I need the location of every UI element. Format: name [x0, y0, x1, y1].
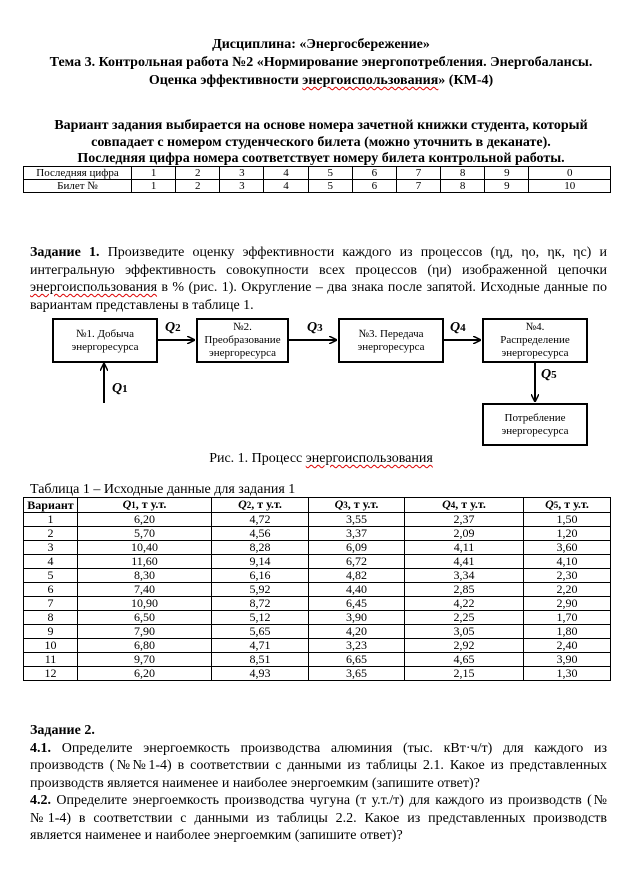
- instruction-line: совпадает с номером студенческого билета (можно уточнить в деканате).: [91, 134, 551, 150]
- table-row: [24, 526, 611, 540]
- table-cell: 4,41: [405, 554, 524, 568]
- table-cell: 3,23: [309, 638, 405, 652]
- box-label: энергоресурса: [357, 340, 425, 353]
- table-cell: 10,90: [78, 596, 212, 610]
- table-cell: 3,05: [405, 624, 524, 638]
- table-cell: 7: [396, 167, 440, 180]
- box-label: №3. Передача: [358, 327, 424, 340]
- box-label: энергоресурса: [208, 347, 277, 359]
- table-cell: 7,40: [78, 582, 212, 596]
- column-header: Q5, т у.т.: [524, 498, 611, 513]
- table-cell: 6: [24, 582, 78, 596]
- box-label: №1. Добыча: [76, 327, 134, 340]
- table-row: [24, 652, 611, 666]
- table-cell: 6,16: [212, 568, 309, 582]
- table-cell: 2,92: [405, 638, 524, 652]
- table-row: [24, 596, 611, 610]
- table-row: [24, 638, 611, 652]
- table-cell: 1,50: [524, 512, 611, 526]
- table-cell: 6,50: [78, 610, 212, 624]
- spellcheck-word: энергоиспользования: [30, 280, 158, 295]
- table-cell: 3,90: [309, 610, 405, 624]
- box-label: энергоресурса: [501, 424, 569, 437]
- flow-label-q1: Q1: [112, 381, 128, 396]
- item-number: 4.2.: [30, 793, 51, 808]
- table-cell: 3,90: [524, 652, 611, 666]
- table-cell: 7,90: [78, 624, 212, 638]
- box-label: Распределение: [500, 334, 570, 346]
- row-label: Билет №: [24, 180, 132, 193]
- table-cell: 9: [485, 167, 529, 180]
- table-cell: 2: [24, 526, 78, 540]
- table-cell: 0: [529, 167, 611, 180]
- task1-text: [30, 244, 607, 314]
- table-cell: 4: [24, 554, 78, 568]
- table-cell: 5: [308, 167, 352, 180]
- table-cell: 6: [352, 167, 396, 180]
- column-header: Q1, т у.т.: [78, 498, 212, 513]
- item-text: Определите энергоемкость производства чугуна (т у.т./т) для каждого из производств (№№1-4) в соответствии с данными из таблицы 2.2. Какое из представленных производств является наименее и наиболее энергоемким (запишите ответ)?: [30, 793, 607, 843]
- table-row: [24, 512, 611, 526]
- table-row: [24, 582, 611, 596]
- table-cell: 6,65: [309, 652, 405, 666]
- table-cell: 1,30: [524, 666, 611, 680]
- table-cell: 4,22: [405, 596, 524, 610]
- table-cell: 3,55: [309, 512, 405, 526]
- box-consumption: [482, 403, 588, 446]
- column-header: Q4, т у.т.: [405, 498, 524, 513]
- table-cell: 5,70: [78, 526, 212, 540]
- column-header: Вариант: [24, 498, 78, 513]
- table-cell: 2,25: [405, 610, 524, 624]
- table-cell: 8,72: [212, 596, 309, 610]
- table-row: [24, 610, 611, 624]
- table-cell: 5,12: [212, 610, 309, 624]
- box-label: энергоресурса: [501, 347, 569, 359]
- box-label: №4.: [525, 321, 545, 333]
- table-cell: 10: [529, 180, 611, 193]
- table-cell: 8: [441, 167, 485, 180]
- table-cell: 4,40: [309, 582, 405, 596]
- instruction-line: Последняя цифра номера соответствует номеру билета контрольной работы.: [77, 151, 565, 166]
- table-cell: 1: [132, 180, 176, 193]
- column-header: Q2, т у.т.: [212, 498, 309, 513]
- spellcheck-word: энергоиспользования: [302, 73, 439, 88]
- table-cell: 8,30: [78, 568, 212, 582]
- table-cell: 6,20: [78, 666, 212, 680]
- table-cell: 2: [176, 167, 220, 180]
- topic-title-line2: [0, 72, 642, 90]
- variant-instructions: [0, 118, 642, 168]
- table-cell: 1: [24, 512, 78, 526]
- table-cell: 2,15: [405, 666, 524, 680]
- table-cell: 6,20: [78, 512, 212, 526]
- table-cell: 10: [24, 638, 78, 652]
- table-cell: 11,60: [78, 554, 212, 568]
- discipline-title: Дисциплина: «Энергосбережение»: [212, 37, 430, 52]
- task2-item-4-2: [30, 792, 607, 845]
- row-label: Последняя цифра: [24, 167, 132, 180]
- table-cell: 1: [132, 167, 176, 180]
- document-header: [0, 36, 642, 90]
- table-cell: 4: [264, 167, 308, 180]
- table-cell: 6,09: [309, 540, 405, 554]
- box-distribution: [482, 318, 588, 363]
- table-row: [24, 666, 611, 680]
- table-cell: 3,60: [524, 540, 611, 554]
- table-cell: 3: [24, 540, 78, 554]
- table-cell: 8,51: [212, 652, 309, 666]
- table-cell: 4,71: [212, 638, 309, 652]
- ticket-table-row: [24, 167, 611, 180]
- table-cell: 9: [485, 180, 529, 193]
- table-cell: 5: [24, 568, 78, 582]
- task1-body: Произведите оценку эффективности каждого из процессов (ηд, ηо, ηк, ηс) и интегральную эффективность совокупности всех процессов (ηи) изображенной цепочки: [30, 245, 608, 278]
- table-row: [24, 624, 611, 638]
- table-row: [24, 540, 611, 554]
- table-cell: 6: [352, 180, 396, 193]
- table-cell: 2,85: [405, 582, 524, 596]
- table1: [23, 497, 611, 681]
- table-cell: 9,70: [78, 652, 212, 666]
- table-cell: 4: [264, 180, 308, 193]
- table-cell: 7: [396, 180, 440, 193]
- table-cell: 1,20: [524, 526, 611, 540]
- table-cell: 2: [176, 180, 220, 193]
- column-header: Q3, т у.т.: [309, 498, 405, 513]
- table-cell: 3: [220, 167, 264, 180]
- task2-section: [30, 722, 607, 845]
- table-cell: 5,65: [212, 624, 309, 638]
- table-cell: 7: [24, 596, 78, 610]
- table1-header-row: [24, 498, 611, 513]
- table-cell: 5,92: [212, 582, 309, 596]
- topic-text: Оценка эффективности: [148, 73, 303, 88]
- ticket-table: [23, 166, 611, 193]
- task2-item-4-1: [30, 740, 607, 793]
- table-cell: 6,80: [78, 638, 212, 652]
- ticket-table-row: [24, 180, 611, 193]
- table-cell: 2,30: [524, 568, 611, 582]
- table-cell: 8,28: [212, 540, 309, 554]
- box-label: энергоресурса: [71, 340, 139, 353]
- table-cell: 4,11: [405, 540, 524, 554]
- table1-caption: Таблица 1 – Исходные данные для задания 1: [30, 482, 296, 497]
- table-cell: 2,90: [524, 596, 611, 610]
- table-cell: 4,56: [212, 526, 309, 540]
- table-cell: 4,10: [524, 554, 611, 568]
- task1-heading: Задание 1.: [30, 245, 100, 260]
- table-cell: 3,37: [309, 526, 405, 540]
- item-text: Определите энергоемкость производства алюминия (тыс. кВт·ч/т) для каждого из производств (№№1-4) в соответствии с данными из таблицы 2.1. Какое из представленных производств является наименее и наиболее энергоемким (запишите ответ)?: [30, 740, 607, 791]
- spellcheck-word: энергоиспользования: [305, 451, 433, 466]
- table-cell: 10,40: [78, 540, 212, 554]
- table-row: [24, 554, 611, 568]
- box-label: Потребление: [504, 411, 566, 424]
- box-label: Преобразование: [204, 334, 281, 346]
- box-conversion: [196, 318, 289, 363]
- table-cell: 2,40: [524, 638, 611, 652]
- box-label: №2.: [233, 321, 252, 333]
- flow-label-q4: Q4: [450, 320, 466, 335]
- box-extraction: [52, 318, 158, 363]
- table-cell: 6,72: [309, 554, 405, 568]
- topic-text: » (КМ-4): [438, 73, 494, 88]
- item-number: 4.1.: [30, 740, 51, 756]
- table-cell: 2,09: [405, 526, 524, 540]
- flow-label-q2: Q2: [165, 320, 181, 335]
- table-cell: 3,34: [405, 568, 524, 582]
- table-cell: 4,72: [212, 512, 309, 526]
- table-cell: 11: [24, 652, 78, 666]
- task1-section: [30, 244, 607, 314]
- flow-label-q5: Q5: [541, 367, 557, 382]
- table-cell: 8: [441, 180, 485, 193]
- table-cell: 1,70: [524, 610, 611, 624]
- table-cell: 4,93: [212, 666, 309, 680]
- table-row: [24, 568, 611, 582]
- flow-label-q3: Q3: [307, 320, 323, 335]
- box-transmission: [338, 318, 444, 363]
- table-cell: 4,20: [309, 624, 405, 638]
- table-cell: 3: [220, 180, 264, 193]
- task1-body: в % (рис. 1). Округление – два знака после запятой. Исходные данные по вариантам представлены в таблице 1.: [30, 280, 607, 313]
- table-cell: 6,45: [309, 596, 405, 610]
- table-cell: 2,20: [524, 582, 611, 596]
- table-cell: 2,37: [405, 512, 524, 526]
- table-cell: 8: [24, 610, 78, 624]
- table-cell: 9,14: [212, 554, 309, 568]
- caption-text: Рис. 1. Процесс: [209, 451, 306, 466]
- table-cell: 9: [24, 624, 78, 638]
- topic-title-line1: Тема 3. Контрольная работа №2 «Нормирование энергопотребления. Энергобалансы.: [49, 55, 593, 70]
- table-cell: 4,65: [405, 652, 524, 666]
- table-cell: 4,82: [309, 568, 405, 582]
- table-cell: 3,65: [309, 666, 405, 680]
- figure-caption: [0, 451, 642, 467]
- table-cell: 5: [308, 180, 352, 193]
- task2-heading: Задание 2.: [30, 723, 95, 738]
- table-cell: 12: [24, 666, 78, 680]
- instruction-line: Вариант задания выбирается на основе номера зачетной книжки студента, который: [54, 118, 588, 133]
- table-cell: 1,80: [524, 624, 611, 638]
